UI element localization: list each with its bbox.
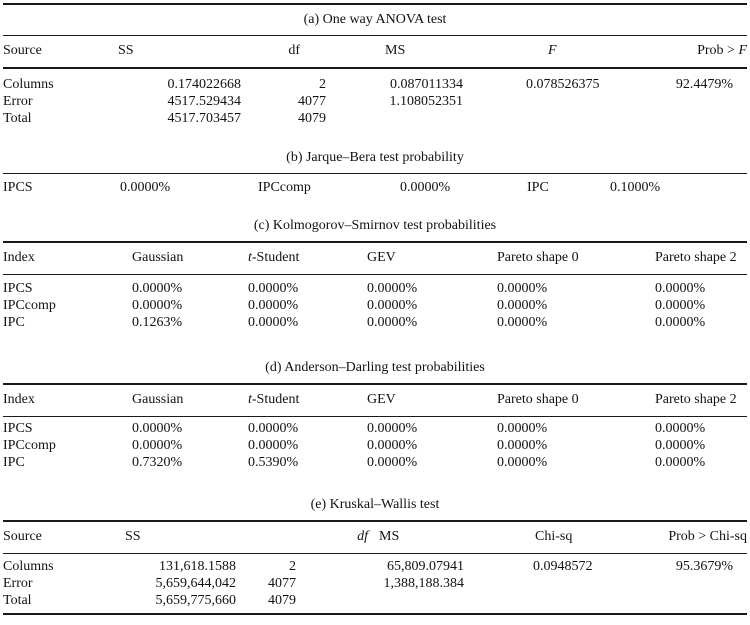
table-row [3, 454, 747, 471]
cell-index: IPCS [3, 281, 33, 296]
table-row [3, 314, 747, 331]
kw-header-row [3, 522, 747, 553]
cell-chisq [466, 592, 613, 609]
ks-caption: (c) Kolmogorov–Smirnov test probabilities [253, 218, 497, 233]
kolmogorov-smirnov-section [3, 211, 747, 331]
cell-df: 2 [319, 76, 326, 92]
table-row [3, 110, 747, 127]
table-row [3, 93, 747, 110]
cell-chisq: 0.0948572 [533, 559, 593, 574]
cell-df: 4077 [268, 576, 296, 591]
cell-pareto2: 0.0000% [655, 455, 706, 470]
anova-header-prob-prefix: Prob > [697, 43, 739, 58]
cell-pareto0: 0.0000% [497, 315, 548, 330]
ks-header-row [3, 243, 747, 274]
cell-f [466, 93, 613, 110]
cell-source: Error [3, 93, 33, 109]
cell-df: 4079 [298, 110, 326, 126]
anova-header-f: F [548, 43, 557, 58]
anova-header-prob-f-symbol: F [738, 43, 747, 58]
table-row [3, 179, 747, 196]
ks-header-gaussian: Gaussian [132, 249, 184, 265]
cell-probability: 0.0000% [400, 180, 451, 195]
cell-probability: 0.1000% [610, 180, 661, 195]
cell-index-label: IPCcomp [258, 180, 311, 195]
ad-body [3, 417, 747, 471]
kw-header-ms: MS [379, 528, 400, 544]
cell-pareto2: 0.0000% [655, 281, 706, 296]
cell-index-label: IPC [527, 180, 549, 195]
cell-source: Error [3, 576, 33, 591]
cell-gaussian: 0.0000% [132, 421, 183, 436]
ad-header-gev: GEV [367, 391, 396, 407]
anova-header-prob-f [613, 36, 747, 67]
table-row [3, 297, 747, 314]
ks-header-pareto2: Pareto shape 2 [655, 249, 737, 265]
cell-pareto2: 0.0000% [655, 315, 706, 330]
cell-prob [613, 110, 747, 127]
cell-t-student: 0.0000% [248, 315, 299, 330]
cell-gev: 0.0000% [367, 455, 418, 470]
cell-gev: 0.0000% [367, 438, 418, 453]
cell-df: 4079 [268, 593, 296, 608]
ks-header-t-student [248, 243, 367, 274]
table-row [3, 280, 747, 297]
cell-index: IPC [3, 455, 25, 470]
jarque-bera-body [3, 174, 747, 196]
table-row [3, 558, 747, 575]
cell-ms: 1.108052351 [389, 93, 463, 109]
ks-header-t-italic: t [248, 249, 252, 265]
cell-t-student: 0.0000% [248, 421, 299, 436]
cell-prob: 92.4479% [675, 76, 733, 92]
ks-header-index: Index [3, 249, 35, 265]
cell-pareto0: 0.0000% [497, 281, 548, 296]
cell-gev: 0.0000% [367, 281, 418, 296]
jarque-bera-caption: (b) Jarque–Bera test probability [286, 149, 464, 165]
cell-chisq [466, 575, 613, 592]
cell-gaussian: 0.0000% [132, 438, 183, 453]
cell-ms [371, 592, 466, 609]
kw-header-df: df [357, 528, 368, 544]
ad-header-index: Index [3, 391, 35, 407]
cell-pareto0: 0.0000% [497, 421, 548, 436]
table-row [3, 592, 747, 609]
cell-ms [328, 110, 466, 127]
cell-df: 2 [289, 559, 296, 574]
cell-prob [613, 93, 747, 110]
anova-header-df: df [288, 43, 300, 58]
cell-source: Columns [3, 76, 54, 92]
ad-header-t-student [248, 385, 367, 416]
kw-body [3, 554, 747, 609]
cell-ss: 5,659,775,660 [155, 593, 236, 608]
cell-index: IPCcomp [3, 298, 56, 313]
cell-prob [613, 575, 747, 592]
ks-header-gev: GEV [367, 249, 396, 265]
cell-prob: 95.3679% [675, 559, 733, 574]
cell-gev: 0.0000% [367, 298, 418, 313]
anova-caption: (a) One way ANOVA test [303, 11, 447, 27]
ad-header-pareto0: Pareto shape 0 [497, 391, 579, 407]
anova-header-ms: MS [385, 43, 406, 58]
cell-ss: 4517.529434 [167, 93, 241, 109]
cell-t-student: 0.0000% [248, 438, 299, 453]
cell-ss: 131,618.1588 [159, 559, 236, 574]
ad-header-row [3, 385, 747, 416]
cell-ss: 5,659,644,042 [155, 576, 236, 591]
ks-header-t-rest: -Student [251, 249, 300, 265]
table-row [3, 76, 747, 93]
cell-ms: 0.087011334 [390, 76, 463, 92]
cell-ss: 0.174022668 [167, 76, 241, 92]
ks-body [3, 275, 747, 331]
cell-gev: 0.0000% [367, 315, 418, 330]
ad-header-t-italic: t [248, 391, 252, 407]
cell-index-label: IPCS [3, 180, 33, 195]
cell-f [466, 110, 613, 127]
cell-gaussian: 0.0000% [132, 298, 183, 313]
anova-header-source: Source [3, 43, 42, 58]
cell-index: IPCcomp [3, 438, 56, 453]
ad-header-t-rest: -Student [251, 391, 300, 407]
cell-source: Columns [3, 559, 54, 574]
kw-header-prob-chisq: Prob > Chi-sq [668, 528, 747, 544]
table-row [3, 437, 747, 454]
cell-index: IPC [3, 315, 25, 330]
cell-pareto2: 0.0000% [655, 438, 706, 453]
anova-header-row [3, 36, 747, 67]
ad-header-gaussian: Gaussian [132, 391, 184, 407]
cell-gev: 0.0000% [367, 421, 418, 436]
ad-caption: (d) Anderson–Darling test probabilities [265, 360, 485, 375]
cell-ms: 65,809.07941 [387, 559, 464, 574]
cell-source: Total [3, 110, 32, 126]
cell-ms: 1,388,188.384 [383, 576, 464, 591]
cell-df: 4077 [298, 93, 326, 109]
cell-index: IPCS [3, 421, 33, 436]
jarque-bera-section [3, 143, 747, 197]
table-row [3, 420, 747, 437]
cell-t-student: 0.5390% [248, 455, 299, 470]
ad-header-pareto2: Pareto shape 2 [655, 391, 737, 407]
anova-header-ss: SS [118, 43, 134, 58]
cell-pareto0: 0.0000% [497, 438, 548, 453]
anova-section [3, 5, 747, 127]
kw-header-source: Source [3, 528, 42, 544]
kw-header-chisq: Chi-sq [535, 528, 573, 544]
cell-pareto2: 0.0000% [655, 421, 706, 436]
cell-pareto0: 0.0000% [497, 298, 548, 313]
anova-body [3, 69, 747, 127]
anderson-darling-section [3, 353, 747, 471]
bottom-rule [3, 613, 747, 615]
cell-pareto2: 0.0000% [655, 298, 706, 313]
kw-caption: (e) Kruskal–Wallis test [310, 497, 440, 512]
cell-prob [613, 592, 747, 609]
cell-t-student: 0.0000% [248, 298, 299, 313]
cell-gaussian: 0.0000% [132, 281, 183, 296]
cell-t-student: 0.0000% [248, 281, 299, 296]
cell-gaussian: 0.7320% [132, 455, 183, 470]
kruskal-wallis-section [3, 490, 747, 615]
cell-ss: 4517.703457 [167, 110, 241, 126]
ks-header-pareto0: Pareto shape 0 [497, 249, 579, 265]
cell-f: 0.078526375 [526, 76, 600, 92]
kw-header-ss: SS [125, 528, 141, 544]
cell-pareto0: 0.0000% [497, 455, 548, 470]
cell-gaussian: 0.1263% [132, 315, 183, 330]
table-row [3, 575, 747, 592]
cell-source: Total [3, 593, 32, 608]
cell-probability: 0.0000% [120, 180, 171, 195]
